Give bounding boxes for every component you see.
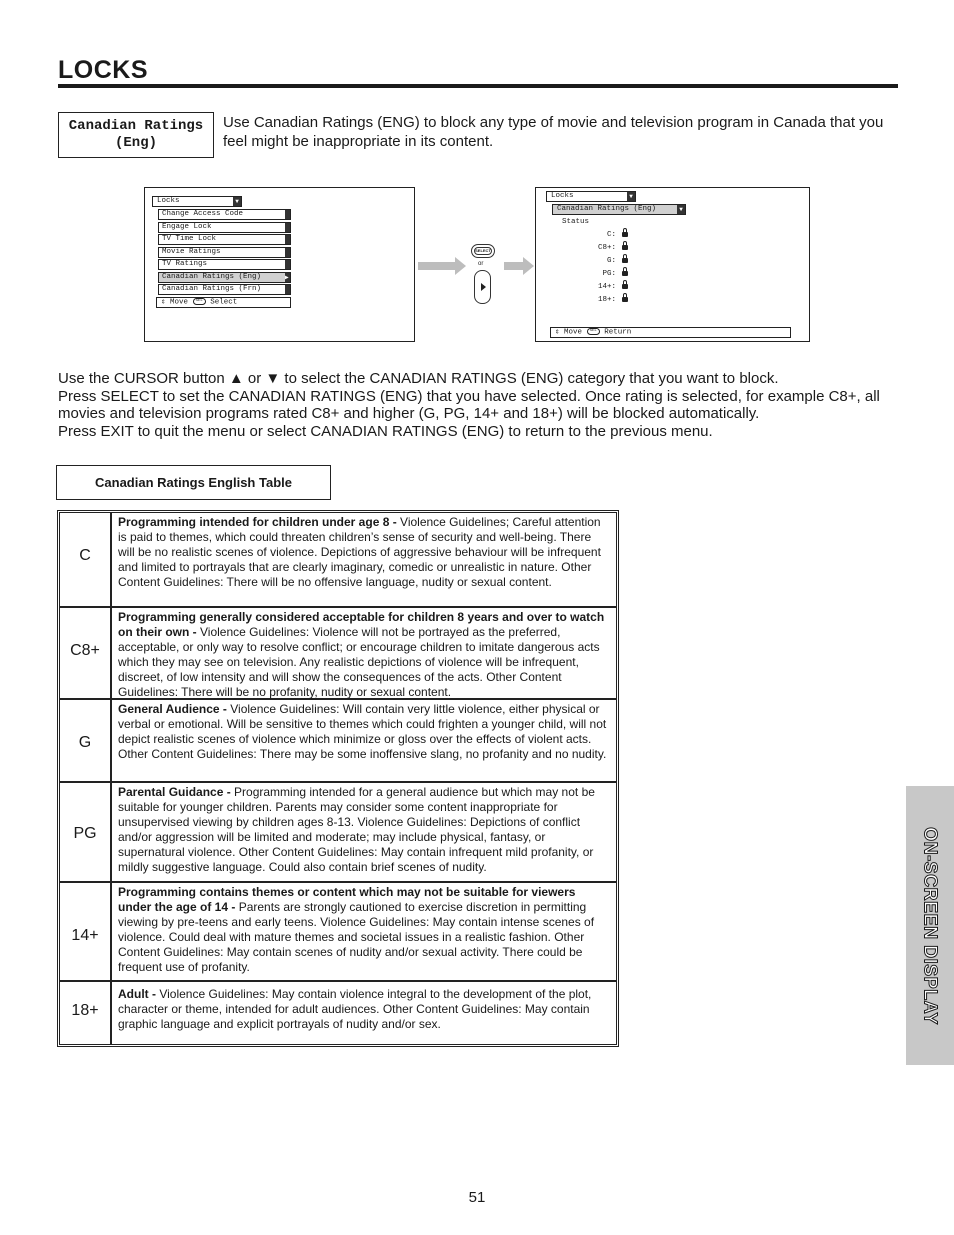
menu-item-bar — [285, 210, 290, 219]
instruction-cursor: Use the CURSOR button ▲ or ▼ to select the CANADIAN RATINGS (ENG) category that you want to block. — [58, 370, 779, 387]
rating-code: PG — [60, 783, 112, 881]
rating-text: Parents are strongly cautioned to exercise discretion in permitting viewing by pre-teens and early teens. Violence Guidelines: May contain intense scenes of violence. Could deal with mature themes and societal issues in a realistic fashion. Other Content Guidelines: May contain scenes of nudity and/or sexual activity. There could be frequent use of profanity. — [118, 900, 595, 974]
ratings-table — [57, 510, 619, 1047]
menu-item-bar — [285, 248, 290, 257]
menu-item-bar — [285, 285, 290, 294]
rating-lead: General Audience - — [118, 702, 227, 716]
rating-pg-status[interactable] — [576, 270, 628, 279]
rating-description — [112, 608, 616, 698]
menu-footer — [550, 327, 791, 338]
rating-code: 14+ — [60, 883, 112, 980]
table-title: Canadian Ratings English Table — [56, 465, 331, 500]
arrow-right-icon — [418, 262, 456, 270]
menu-item-label: Engage Lock — [162, 223, 212, 231]
menu-item-selected-arrow-icon: ▶ — [285, 274, 289, 281]
screen-canadian-ratings-eng — [535, 187, 810, 342]
menu-item-tv-time-lock[interactable] — [158, 234, 291, 245]
footer-move-label: Move — [170, 298, 189, 307]
rating-text: Programming intended for a general audience but which may not be suitable for younger children. Parents may consider some content inappropriate for unsupervised viewing by children ages 8-13. Violence Guidelines: Depictions of conflict and/or aggression will be limited and moderate; may include physical, fantasy, or supernatural violence. Other Content Guidelines: May contain infrequent mild profanity, or mildly suggestive language. Could also contain brief scenes of nudity. — [118, 785, 595, 874]
dropdown-arrow-icon: ▼ — [677, 205, 685, 214]
menu-item-engage-lock[interactable] — [158, 222, 291, 233]
feature-label: Canadian Ratings (Eng) — [68, 118, 204, 151]
title-rule — [58, 84, 898, 88]
or-label: or — [478, 261, 484, 267]
table-row — [60, 783, 616, 883]
rating-text: Violence Guidelines: May contain violence integral to the development of the plot, character or theme, intended for adult audiences. Other Content Guidelines: May contain graphic language and explicit portrayals of nudity and/or sex. — [118, 987, 592, 1031]
menu-item-bar — [285, 223, 290, 232]
rating-lead: Parental Guidance - — [118, 785, 231, 799]
lock-icon — [622, 232, 628, 237]
rating-lead: Adult - — [118, 987, 156, 1001]
lock-icon — [622, 258, 628, 263]
lock-icon — [622, 271, 628, 276]
menu-item-bar — [285, 235, 290, 244]
menu-item-change-access-code[interactable] — [158, 209, 291, 220]
menu-header — [152, 196, 242, 207]
footer-move-label: Move — [564, 328, 583, 337]
sel-button-icon: SEL — [193, 298, 206, 305]
page-number: 51 — [468, 1189, 486, 1206]
table-row — [60, 608, 616, 700]
side-tab-label: ON-SCREEN DISPLAY — [920, 826, 941, 1025]
status-label: Status — [562, 218, 590, 226]
rating-label: C8+: — [597, 244, 616, 252]
lock-icon — [622, 245, 628, 250]
rating-code: 18+ — [60, 982, 112, 1044]
cursor-right-button-icon — [474, 270, 491, 304]
footer-action-label: Return — [604, 328, 632, 337]
menu-item-canadian-ratings-frn[interactable] — [158, 284, 291, 295]
menu-item-label: TV Time Lock — [162, 235, 217, 243]
rating-text: Violence Guidelines: Will contain very little violence, either physical or verbal or emotional. Will be sensitive to themes which could frighten a younger child, will not depict realistic scenes of violence which minimize or gloss over the effects of violent acts. Other Content Guidelines: There may be some inoffensive slang, no profanity and no nudity. — [118, 702, 607, 761]
rating-label: C: — [606, 231, 616, 239]
side-section-tab — [906, 786, 954, 1065]
footer-action-label: Select — [210, 298, 238, 307]
menu-item-label: TV Ratings — [162, 260, 208, 268]
rating-g-status[interactable] — [576, 257, 628, 266]
menu-item-label: Movie Ratings — [162, 248, 221, 256]
menu-footer — [156, 297, 291, 308]
table-row — [60, 883, 616, 982]
feature-label-box — [58, 112, 214, 158]
select-button-label: SELECT — [475, 248, 491, 253]
rating-label: 14+: — [597, 283, 616, 291]
menu-item-label: Canadian Ratings (Frn) — [162, 285, 262, 293]
rating-lead: Programming generally considered acceptable for children 8 years and over to watch on their own - — [118, 610, 605, 639]
menu-item-movie-ratings[interactable] — [158, 247, 291, 258]
rating-label: PG: — [602, 270, 616, 278]
rating-description — [112, 783, 616, 881]
submenu-header-label: Canadian Ratings (Eng) — [557, 205, 657, 213]
rating-description — [112, 513, 616, 606]
menu-header — [546, 191, 636, 202]
lock-icon — [622, 297, 628, 302]
rating-14-status[interactable] — [576, 283, 628, 292]
rating-text: Violence Guidelines: Violence will not be portrayed as the preferred, acceptable, or only way to resolve conflict; or encourage children to imitate dangerous acts which they may see on television. Any realistic depictions of violence will be infrequent, discreet, of low intensity and will show the consequences of the acts. Other Content Guidelines: There will be no profanity, nudity or sexual content. — [118, 625, 600, 699]
menu-item-label: Canadian Ratings (Eng) — [162, 273, 262, 281]
menu-header-label: Locks — [551, 192, 574, 200]
sel-button-icon: SEL — [587, 328, 600, 335]
rating-c8-status[interactable] — [576, 244, 628, 253]
menu-item-label: Change Access Code — [162, 210, 244, 218]
menu-header-label: Locks — [157, 197, 180, 205]
table-row — [60, 982, 616, 1044]
rating-description — [112, 982, 616, 1044]
page-title: LOCKS — [58, 56, 148, 84]
rating-label: 18+: — [597, 296, 616, 304]
lock-icon — [622, 284, 628, 289]
rating-code: G — [60, 700, 112, 781]
instructions — [58, 370, 888, 440]
rating-label: G: — [606, 257, 616, 265]
screen-locks-menu — [144, 187, 415, 342]
menu-item-tv-ratings[interactable] — [158, 259, 291, 270]
up-down-icon: ⇕ — [161, 298, 166, 307]
rating-code: C8+ — [60, 608, 112, 698]
rating-code: C — [60, 513, 112, 606]
menu-item-canadian-ratings-eng[interactable] — [158, 272, 291, 283]
table-row — [60, 513, 616, 608]
rating-text: Violence Guidelines; Careful attention is paid to themes, which could threaten children’s sense of security and well-being. There will be no realistic scenes of violence. Depictions of aggressive behaviour will be infrequent and limited to portrayals that are clearly imaginary, comedic or unrealistic in nature. Other Content Guidelines: There will be no offensive language, nudity or sexual content. — [118, 515, 601, 589]
rating-description — [112, 700, 616, 781]
dropdown-arrow-icon: ▼ — [627, 192, 635, 201]
rating-18-status[interactable] — [576, 296, 628, 305]
menu-item-bar — [285, 260, 290, 269]
arrow-right-icon — [504, 262, 524, 270]
select-button-icon — [471, 244, 495, 258]
rating-lead: Programming intended for children under age 8 - — [118, 515, 397, 529]
table-row — [60, 700, 616, 783]
intro-text: Use Canadian Ratings (ENG) to block any type of movie and television program in Canada that you feel might be inappropriate in its content. — [223, 114, 884, 150]
instruction-exit: Press EXIT to quit the menu or select CANADIAN RATINGS (ENG) to return to the previous menu. — [58, 422, 713, 440]
submenu-header — [552, 204, 686, 215]
rating-description — [112, 883, 616, 980]
up-down-icon: ⇕ — [555, 328, 560, 337]
dropdown-arrow-icon: ▼ — [233, 197, 241, 206]
rating-lead: Programming contains themes or content which may not be suitable for viewers under the age of 14 - — [118, 885, 576, 914]
instruction-select: Press SELECT to set the CANADIAN RATINGS (ENG) that you have selected. Once rating is selected, for example C8+, all movies and television programs rated C8+ and higher (G, PG, 14+ and 18+) will be blocked automatically. — [58, 387, 880, 422]
rating-c-status[interactable] — [576, 231, 628, 240]
